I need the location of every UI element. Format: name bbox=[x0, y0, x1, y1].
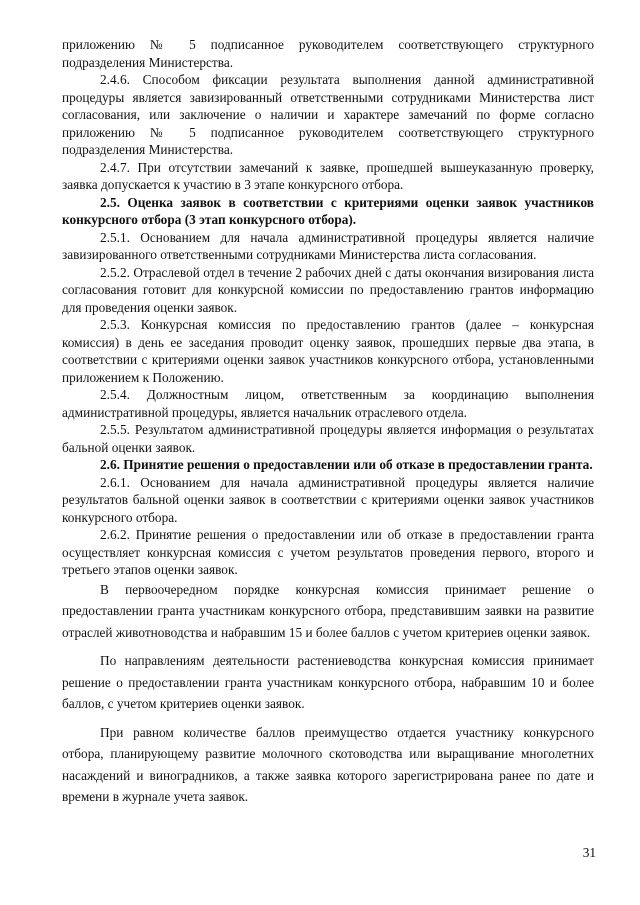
paragraph-2-6-1: 2.6.1. Основанием для начала административной процедуры является наличие результатов бальной оценки заявок в соответствии с критериями оценки заявок участников конкурсного отбора. bbox=[62, 474, 594, 525]
paragraph-priority-livestock: В первоочередном порядке конкурсная комиссия принимает решение о предоставлении гранта участникам конкурсного отбора, представившим заявки на развитие отраслей животноводства и набравшим 15 и более баллов с учетом критериев оценки заявок. bbox=[62, 581, 594, 640]
paragraph-2-5-4: 2.5.4. Должностным лицом, ответственным за координацию выполнения административной процедуры, является начальник отраслевого отдела. bbox=[62, 387, 594, 420]
section-heading-2-5: 2.5. Оценка заявок в соответствии с критериями оценки заявок участников конкурсного отбора (3 этап конкурсного отбора). bbox=[62, 194, 594, 227]
page-number: 31 bbox=[582, 845, 596, 860]
paragraph-2-5-1: 2.5.1. Основанием для начала административной процедуры является наличие завизированного ответственными сотрудниками Министерства листа согласования. bbox=[62, 229, 594, 262]
paragraph-2-5-5: 2.5.5. Результатом административной процедуры является информация о результатах бальной оценки заявок. bbox=[62, 422, 594, 455]
paragraph-equal-score: При равном количестве баллов преимущество отдается участнику конкурсного отбора, планирующему развитие молочного скотоводства или выращивание многолетних насаждений и виноградников, а также заявка которого зарегистрирована ранее по дате и времени в журнале учета заявок. bbox=[62, 724, 594, 804]
paragraph-2-4-7: 2.4.7. При отсутствии замечаний к заявке, прошедшей вышеуказанную проверку, заявка допускается к участию в 3 этапе конкурсного отбора. bbox=[62, 159, 594, 192]
paragraph-crop-production: По направлениям деятельности растениеводства конкурсная комиссия принимает решение о предоставлении гранта участникам конкурсного отбора, набравшим 10 и более баллов, с учетом критериев оценки заявок. bbox=[62, 653, 594, 711]
paragraph-2-5-3: 2.5.3. Конкурсная комиссия по предоставлению грантов (далее – конкурсная комиссия) в день ее заседания проводит оценку заявок, прошедших первые два этапа, в соответствии с критериями оценки заявок участников конкурсного отбора, установленными приложением к Положению. bbox=[62, 317, 594, 385]
paragraph-2-6-2: 2.6.2. Принятие решения о предоставлении или об отказе в предоставлении гранта осуществляет конкурсная комиссия с учетом результатов проведения первого, второго и третьего этапов оценки заявок. bbox=[62, 527, 594, 577]
paragraph-continuation: приложению № 5 подписанное руководителем соответствующего структурного подразделения Министерства. bbox=[62, 37, 594, 70]
document-page bbox=[62, 36, 594, 808]
paragraph-2-5-2: 2.5.2. Отраслевой отдел в течение 2 рабочих дней с даты окончания визирования листа согласования готовит для конкурсной комиссии по предоставлению грантов информацию для проведения оценки заявок. bbox=[62, 264, 594, 315]
paragraph-2-4-6: 2.4.6. Способом фиксации результата выполнения данной административной процедуры является завизированный ответственными сотрудниками Министерства лист согласования, или заключение о наличии и характере замечаний по форме согласно приложению № 5 подписанное руководителем соответствующего структурного подразделения Министерства. bbox=[62, 72, 594, 157]
section-heading-2-6: 2.6. Принятие решения о предоставлении или об отказе в предоставлении гранта. bbox=[100, 457, 593, 472]
